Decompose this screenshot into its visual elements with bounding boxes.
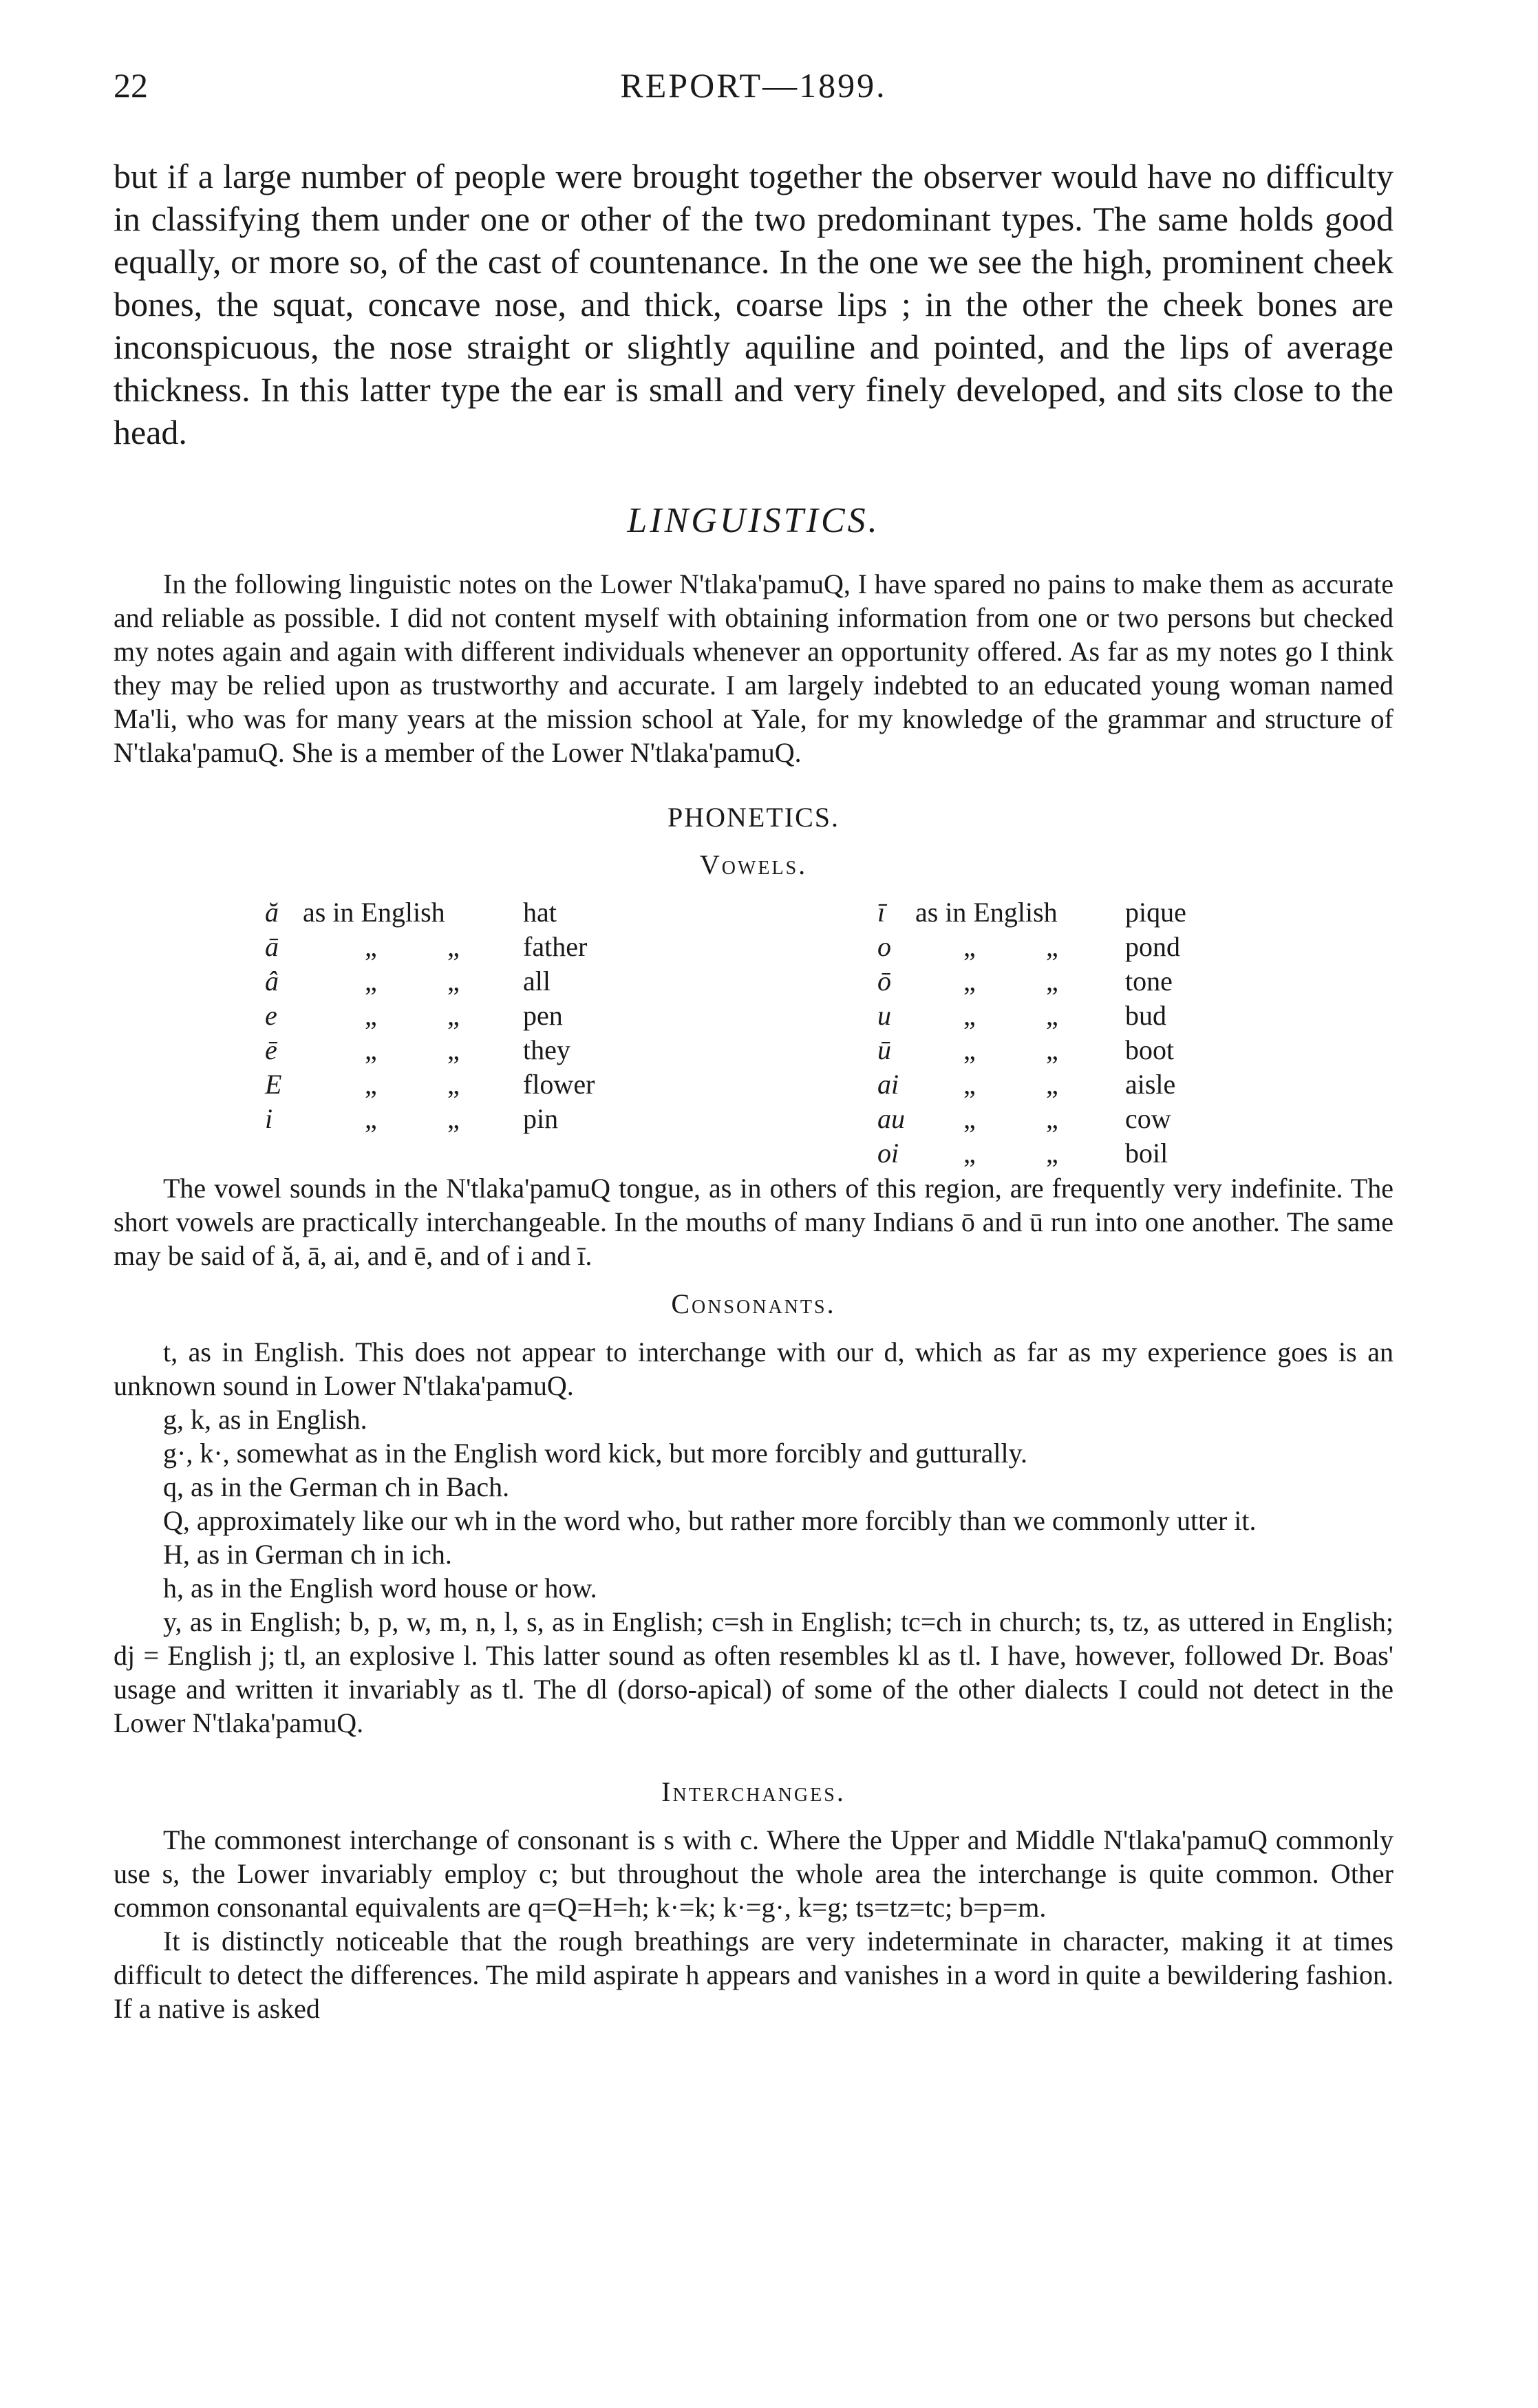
ditto-mark: „ [963, 966, 976, 997]
ditto-mark: „ [365, 1069, 377, 1100]
consonant-line: h, as in the English word house or how. [163, 1573, 597, 1603]
consonant-line: g, k, as in English. [163, 1404, 367, 1435]
vowel-example-word: flower [523, 1069, 595, 1100]
vowel-symbol: â [265, 966, 279, 997]
vowel-table [114, 896, 1393, 1171]
ditto-mark: „ [1046, 966, 1058, 997]
consonants-block [114, 1335, 1393, 1740]
ditto-mark: „ [963, 1069, 976, 1100]
vowel-example-word: pique [1125, 897, 1186, 928]
ditto-mark: „ [963, 1034, 976, 1065]
vowel-symbol: e [265, 1000, 277, 1031]
ditto-mark: „ [447, 1103, 460, 1134]
vowel-note: The vowel sounds in the N'tlaka'pamuQ tongue, as in others of this region, are frequently very indefinite. The short vowels are practically interchangeable. In the mouths of many Indians ō and ū run into one another. The same may be said of ă, ā, ai, and ē, and of i and ī. [114, 1173, 1393, 1271]
vowel-example-word: pin [523, 1103, 559, 1134]
ditto-mark: „ [447, 931, 460, 962]
vowel-symbol: E [265, 1069, 282, 1100]
vowel-symbol: ī [877, 897, 886, 928]
ditto-mark: „ [963, 1138, 976, 1169]
page-header [114, 65, 1393, 127]
ditto-mark: „ [1046, 1000, 1058, 1031]
ditto-mark: „ [963, 1103, 976, 1134]
page-number: 22 [114, 66, 148, 105]
vowel-symbol: ū [877, 1034, 891, 1065]
interchanges-paragraph: The commonest interchange of consonant is s with c. Where the Upper and Middle N'tlaka'pamuQ commonly use s, the Lower invariably employ c; but throughout the whole area the interchange is quite common. Other common consonantal equivalents are q=Q=H=h; k·=k; k·=g·, k=g; ts=tz=tc; b=p=m. [114, 1824, 1393, 1923]
interchanges-block [114, 1823, 1393, 2025]
running-head: REPORT—1899. [620, 66, 887, 105]
lead-paragraph: but if a large number of people were brought together the observer would have no difficulty in classifying them under one or other of the two predominant types. The same holds good equally, or more so, of the cast of countenance. In the one we see the high, prominent cheek bones, the squat, concave nose, and thick, coarse lips ; in the other the cheek bones are inconspicuous, the nose straight or slightly aquiline and pointed, and the lips of average thickness. In this latter type the ear is small and very finely developed, and sits close to the head. [114, 157, 1393, 451]
vowel-example-word: hat [523, 897, 557, 928]
vowel-symbol: ē [265, 1034, 277, 1065]
section-title-linguistics: LINGUISTICS. [627, 501, 880, 540]
vowel-symbol: o [877, 931, 891, 962]
ditto-mark: „ [1046, 1103, 1058, 1134]
ditto-mark: „ [365, 1034, 377, 1065]
vowel-example-word: tone [1125, 966, 1173, 997]
linguistics-intro: In the following linguistic notes on the Lower N'tlaka'pamuQ, I have spared no pains to make them as accurate and reliable as possible. I did not content myself with obtaining information from one or two persons but checked my notes again and again with different individuals whenever an opportunity offered. As far as my notes go I think they may be relied upon as trustworthy and accurate. I am largely indebted to an educated young woman named Ma'li, who was for many years at the mission school at Yale, for my knowledge of the grammar and structure of N'tlaka'pamuQ. She is a member of the Lower N'tlaka'pamuQ. [114, 568, 1393, 768]
ditto-mark: „ [1046, 931, 1058, 962]
heading-interchanges: Interchanges. [661, 1776, 846, 1807]
vowel-symbol: u [877, 1000, 891, 1031]
lead-paragraph-block [114, 155, 1393, 454]
ditto-mark: „ [1046, 1138, 1058, 1169]
vowel-example-word: bud [1125, 1000, 1166, 1031]
linguistics-intro-block [114, 567, 1393, 769]
ditto-mark: „ [365, 1103, 377, 1134]
interchanges-paragraph: It is distinctly noticeable that the rough breathings are very indeterminate in character, making it at times difficult to detect the differences. The mild aspirate h appears and vanishes in a word in quite a bewildering fashion. If a native is asked [114, 1926, 1393, 2024]
vowel-example-word: all [523, 966, 551, 997]
ditto-mark: „ [1046, 1069, 1058, 1100]
vowel-as-in: as in English [915, 897, 1058, 928]
consonant-line: y, as in English; b, p, w, m, n, l, s, as in English; c=sh in English; tc=ch in church; ts, tz, as uttered in English; dj = English j; tl, an explosive l. This latter sound as often resembles kl as tl. I have, however, followed Dr. Boas' usage and written it invariably as tl. The dl (dorso-apical) of some of the other dialects I could not detect in the Lower N'tlaka'pamuQ. [114, 1606, 1393, 1738]
ditto-mark: „ [365, 931, 377, 962]
consonant-line: H, as in German ch in ich. [163, 1539, 452, 1570]
heading-vowels: Vowels. [699, 849, 808, 880]
consonant-line: q, as in the German ch in Bach. [163, 1471, 510, 1502]
vowel-example-word: they [523, 1034, 570, 1065]
vowel-example-word: cow [1125, 1103, 1171, 1134]
ditto-mark: „ [963, 931, 976, 962]
vowel-symbol: ā [265, 931, 279, 962]
ditto-mark: „ [963, 1000, 976, 1031]
vowel-example-word: boot [1125, 1034, 1175, 1065]
vowel-note-block [114, 1171, 1393, 1272]
ditto-mark: „ [447, 1034, 460, 1065]
vowel-example-word: pen [523, 1000, 563, 1031]
vowel-symbol: i [265, 1103, 273, 1134]
vowel-symbol: ă [265, 897, 279, 928]
vowel-example-word: boil [1125, 1138, 1168, 1169]
heading-phonetics: PHONETICS. [667, 802, 840, 833]
ditto-mark: „ [1046, 1034, 1058, 1065]
ditto-mark: „ [365, 966, 377, 997]
ditto-mark: „ [365, 1000, 377, 1031]
vowel-symbol: ai [877, 1069, 899, 1100]
vowel-example-word: pond [1125, 931, 1180, 962]
page [114, 65, 1393, 2025]
vowel-symbol: au [877, 1103, 905, 1134]
heading-consonants: Consonants. [671, 1288, 836, 1319]
vowel-example-word: aisle [1125, 1069, 1176, 1100]
ditto-mark: „ [447, 966, 460, 997]
consonant-line: t, as in English. This does not appear to interchange with our d, which as far as my experience goes is an unknown sound in Lower N'tlaka'pamuQ. [114, 1336, 1393, 1401]
ditto-mark: „ [447, 1069, 460, 1100]
vowel-example-word: father [523, 931, 588, 962]
vowel-symbol: oi [877, 1138, 899, 1169]
ditto-mark: „ [447, 1000, 460, 1031]
vowel-as-in: as in English [303, 897, 445, 928]
consonant-line: g·, k·, somewhat as in the English word kick, but more forcibly and gutturally. [163, 1438, 1028, 1469]
vowel-symbol: ō [877, 966, 891, 997]
consonant-line: Q, approximately like our wh in the word who, but rather more forcibly than we commonly utter it. [163, 1505, 1257, 1536]
